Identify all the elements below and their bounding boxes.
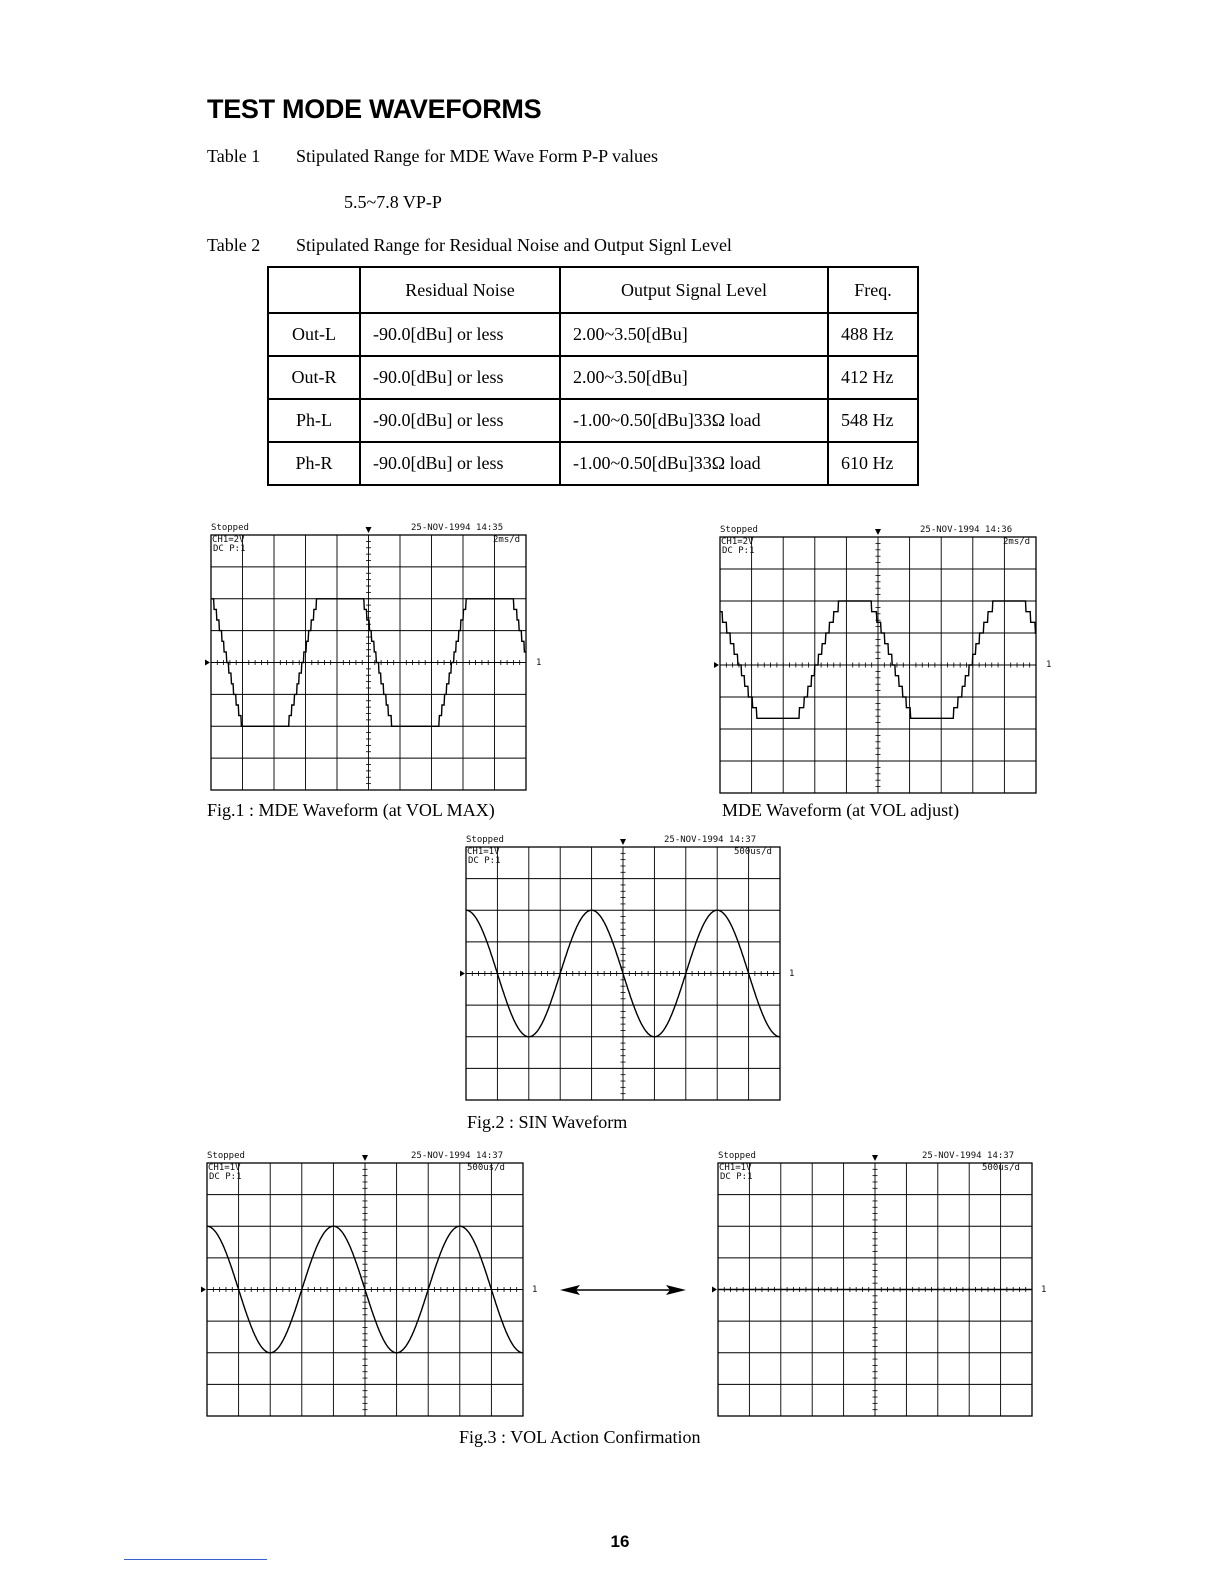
caption-fig3: Fig.3 : VOL Action Confirmation [459, 1427, 701, 1447]
trigger-position-icon [366, 527, 372, 533]
scope-timebase: 2ms/d [493, 535, 521, 545]
scope-marker: 1 [1046, 660, 1052, 670]
row-freq: 610 Hz [828, 442, 918, 485]
scope-screen [207, 1163, 523, 1416]
table1-text: Stipulated Range for MDE Wave Form P-P values [296, 146, 659, 166]
scope-fig1-vol-max [211, 523, 542, 790]
row-freq: 488 Hz [828, 313, 918, 356]
scope-status: Stopped [207, 1151, 245, 1161]
row-channel: Out-L [268, 313, 360, 356]
row-channel: Ph-R [268, 442, 360, 485]
table1-line [207, 146, 658, 167]
footer-rule [124, 1559, 267, 1560]
caption-fig2: Fig.2 : SIN Waveform [467, 1112, 628, 1132]
scope-screen [718, 1163, 1032, 1416]
trigger-level-icon [460, 971, 465, 977]
scope-channel: CH1=2V [721, 537, 754, 547]
scope-date: 25-NOV-1994 14:37 [664, 835, 757, 845]
scope-status: Stopped [211, 523, 249, 533]
row-output-level: 2.00~3.50[dBu] [560, 356, 828, 399]
row-output-level: -1.00~0.50[dBu]33Ω load [560, 442, 828, 485]
header-freq: Freq. [828, 267, 918, 313]
row-output-level: -1.00~0.50[dBu]33Ω load [560, 399, 828, 442]
row-freq: 412 Hz [828, 356, 918, 399]
scope-channel: CH1=2V [212, 535, 245, 545]
header-residual-noise: Residual Noise [360, 267, 560, 313]
scope-timebase: 2ms/d [1003, 537, 1031, 547]
trigger-position-icon [620, 839, 626, 845]
scope-date: 25-NOV-1994 14:37 [411, 1151, 504, 1161]
scope-marker: 1 [532, 1285, 538, 1295]
scope-coupling: DC P:1 [720, 1172, 753, 1182]
scope-date: 25-NOV-1994 14:36 [920, 525, 1013, 535]
row-output-level: 2.00~3.50[dBu] [560, 313, 828, 356]
table-row [268, 313, 918, 356]
scope-channel: CH1=1V [719, 1163, 752, 1173]
page-title: TEST MODE WAVEFORMS [207, 94, 542, 124]
table-row [268, 399, 918, 442]
table2-line [207, 235, 732, 256]
trigger-level-icon [201, 1287, 206, 1293]
scope-fig3-sine [207, 1151, 538, 1416]
scope-marker: 1 [1041, 1285, 1047, 1295]
caption-fig1-right: MDE Waveform (at VOL adjust) [722, 800, 960, 820]
scope-marker: 1 [536, 658, 542, 668]
scope-fig1-vol-adjust [720, 525, 1052, 793]
table-row [268, 442, 918, 485]
scope-date: 25-NOV-1994 14:37 [922, 1151, 1015, 1161]
scope-status: Stopped [718, 1151, 756, 1161]
table1-value: 5.5~7.8 VP-P [344, 192, 442, 212]
row-residual-noise: -90.0[dBu] or less [360, 399, 560, 442]
scope-channel: CH1=1V [467, 847, 500, 857]
scope-coupling: DC P:1 [722, 546, 755, 556]
scope-channel: CH1=1V [208, 1163, 241, 1173]
scope-screen [466, 847, 780, 1100]
trigger-position-icon [875, 529, 881, 535]
scope-coupling: DC P:1 [213, 544, 246, 554]
trigger-level-icon [205, 660, 210, 666]
row-residual-noise: -90.0[dBu] or less [360, 356, 560, 399]
scope-status: Stopped [720, 525, 758, 535]
trigger-level-icon [714, 662, 719, 668]
table-row [268, 356, 918, 399]
caption-fig1-left: Fig.1 : MDE Waveform (at VOL MAX) [207, 800, 495, 820]
header-output-signal-level: Output Signal Level [560, 267, 828, 313]
trigger-position-icon [362, 1155, 368, 1161]
row-channel: Ph-L [268, 399, 360, 442]
scope-coupling: DC P:1 [209, 1172, 242, 1182]
row-residual-noise: -90.0[dBu] or less [360, 442, 560, 485]
scope-screen [720, 537, 1036, 793]
table2-text: Stipulated Range for Residual Noise and Output Signl Level [296, 235, 732, 255]
scope-fig3-muted [718, 1151, 1047, 1416]
double-arrow-icon [558, 1282, 688, 1298]
row-channel: Out-R [268, 356, 360, 399]
table-header-row [268, 267, 918, 313]
trigger-position-icon [872, 1155, 878, 1161]
table2-label: Table 2 [207, 235, 261, 255]
row-freq: 548 Hz [828, 399, 918, 442]
table1-label: Table 1 [207, 146, 261, 166]
scope-marker: 1 [789, 969, 795, 979]
scope-date: 25-NOV-1994 14:35 [411, 523, 504, 533]
row-residual-noise: -90.0[dBu] or less [360, 313, 560, 356]
scope-fig2-sine [466, 835, 795, 1100]
scope-screen [211, 535, 526, 790]
header-cell-blank [268, 267, 360, 313]
scope-timebase: 500us/d [467, 1163, 505, 1173]
scope-status: Stopped [466, 835, 504, 845]
page-number: 16 [610, 1532, 630, 1551]
trigger-level-icon [712, 1287, 717, 1293]
scope-coupling: DC P:1 [468, 856, 501, 866]
spec-table [267, 266, 919, 486]
scope-timebase: 500us/d [734, 847, 772, 857]
scope-timebase: 500us/d [982, 1163, 1020, 1173]
